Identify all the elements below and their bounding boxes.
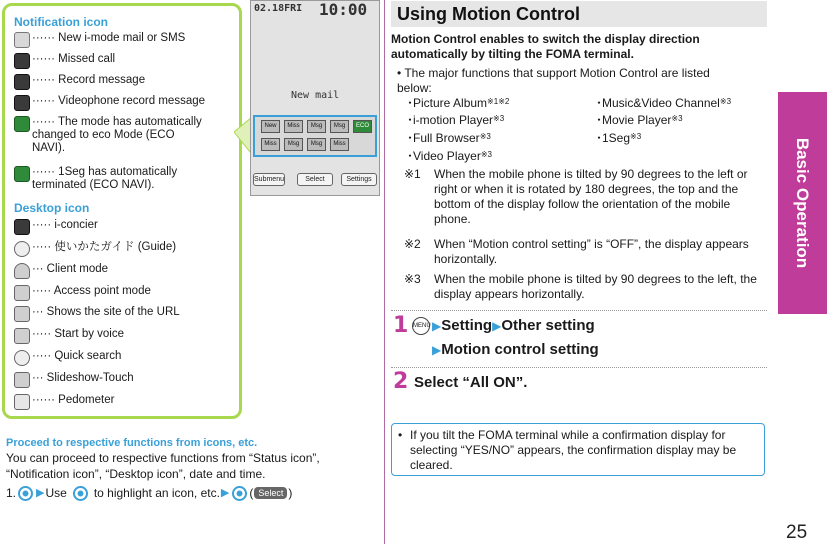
legend-text: ······ 1Seg has automatically terminated (ECO NAVI). (32, 166, 178, 191)
phone-icon[interactable]: Msg (330, 120, 349, 133)
dotted-separator (391, 310, 767, 311)
legend-row (14, 219, 98, 235)
step-2-number: 2 (393, 369, 409, 394)
i-concier-icon (14, 219, 30, 235)
record-message-icon (14, 74, 30, 90)
use-label: Use (45, 486, 67, 500)
legend-row (14, 95, 205, 111)
legend-text: ······ Pedometer (32, 394, 115, 406)
step-1-number: 1 (393, 313, 409, 338)
phone-icon[interactable]: New (261, 120, 280, 133)
phone-screen (250, 0, 380, 196)
softkey-select[interactable]: Select (297, 173, 333, 186)
phone-icon-bar[interactable] (253, 115, 377, 157)
url-site-icon (14, 306, 30, 322)
step-prefix: 1. (6, 486, 17, 500)
function-item: ･Music&Video Channel$^{※3}$ (596, 96, 732, 110)
legend-text: ······ Missed call (32, 53, 116, 65)
phone-status-bar (251, 1, 379, 21)
oneseg-terminated-icon (14, 166, 30, 182)
legend-text: ··· Shows the site of the URL (32, 306, 180, 318)
section-header (391, 1, 767, 27)
legend-text: ··· Client mode (32, 263, 109, 275)
legend-row (14, 241, 176, 257)
pedometer-icon (14, 394, 30, 410)
new-mail-icon (14, 32, 30, 48)
softkey-settings[interactable]: Settings (341, 173, 377, 186)
arrow-right-icon: ▶ (432, 319, 442, 333)
client-mode-icon (14, 263, 30, 279)
quick-search-icon (14, 350, 30, 366)
icon-legend-box (2, 3, 242, 419)
footnote-2: ※2 When “Motion control setting” is “OFF”, the display appears horizontally. (404, 237, 749, 266)
phone-icon[interactable]: Miss (284, 120, 303, 133)
phone-new-mail-label: New mail (291, 90, 340, 101)
legend-text: ····· Access point mode (32, 285, 151, 297)
function-item: ･1Seg$^{※3}$ (596, 131, 642, 145)
legend-text: ····· Start by voice (32, 328, 125, 340)
chapter-tab (778, 92, 827, 314)
voice-start-icon (14, 328, 30, 344)
phone-icon[interactable]: Msg (307, 138, 326, 151)
tip-text: • If you tilt the FOMA terminal while a confirmation display for selecting “YES/NO” appears, the confirmation display may be cleared. (398, 428, 737, 472)
nav-key-icon (18, 486, 33, 501)
function-item: ･Movie Player$^{※3}$ (596, 113, 683, 127)
legend-row (14, 350, 121, 366)
select-chip: Select (254, 487, 287, 499)
legend-row (14, 263, 108, 279)
legend-row (14, 166, 177, 192)
softkey-submenu[interactable]: Submenu (253, 173, 285, 186)
legend-text: ······ Videophone record message (32, 95, 206, 107)
phone-icon[interactable]: Miss (261, 138, 280, 151)
phone-date: 02.18FRI (254, 3, 303, 14)
legend-row (14, 53, 115, 69)
function-item: ･Picture Album$^{※1※2}$ (407, 96, 510, 110)
legend-text: ····· i-concier (32, 219, 98, 231)
legend-text: ······ The mode has automatically changed to eco Mode (ECO NAVI). (32, 116, 202, 154)
arrow-right-icon: ▶ (36, 487, 45, 499)
legend-row (14, 394, 114, 410)
legend-row (14, 32, 185, 48)
legend-text: ····· 使いかたガイド (Guide) (32, 241, 177, 253)
arrow-right-icon: ▶ (432, 343, 442, 357)
desktop-icon-heading: Desktop icon (14, 201, 90, 215)
proceed-step: 1. ▶ Use to highlight an icon, etc. ▶ ( Select ) (6, 486, 293, 500)
column-divider (384, 0, 385, 544)
legend-row (14, 74, 145, 90)
tip-box (391, 423, 765, 476)
access-point-icon (14, 285, 30, 301)
arrow-right-icon: ▶ (492, 319, 502, 333)
legend-text: ····· Quick search (32, 350, 122, 362)
arrow-right-icon: ▶ (220, 487, 230, 499)
legend-text: ··· Slideshow-Touch (32, 372, 134, 384)
center-key-icon (232, 486, 247, 501)
videophone-record-icon (14, 95, 30, 111)
eco-mode-icon (14, 116, 30, 132)
function-item: ･Video Player$^{※3}$ (407, 149, 492, 163)
legend-row (14, 328, 124, 344)
function-item: ･Full Browser$^{※3}$ (407, 131, 491, 145)
footnote-1: ※1 When the mobile phone is tilted by 90 degrees to the left or right or when it is rotated by 180 degrees, the top and the bottom of the display follow the orientation of the mobile phone. (404, 167, 748, 226)
functions-bullet: • The major functions that support Motion Control are listed below: (397, 66, 710, 95)
missed-call-icon (14, 53, 30, 69)
phone-icon[interactable]: Msg (284, 138, 303, 151)
phone-icon[interactable]: ECO (353, 120, 372, 133)
menu-key-icon: MENU (412, 317, 430, 335)
legend-text: ······ New i-mode mail or SMS (32, 32, 186, 44)
footnote-3: ※3 When the mobile phone is tilted by 90 degrees to the left, the display appears horizontally. (404, 272, 757, 301)
proceed-heading: Proceed to respective functions from icons, etc. (6, 437, 258, 449)
phone-time: 10:00 (319, 0, 368, 19)
step-1-text: MENU▶Setting▶Other setting ▶Motion control setting (413, 317, 599, 358)
function-item: ･i-motion Player$^{※3}$ (407, 113, 505, 127)
legend-row (14, 285, 151, 301)
phone-icon[interactable]: Miss (330, 138, 349, 151)
page-number: 25 (786, 522, 808, 543)
chapter-tab-label: Basic Operation (793, 137, 813, 269)
guide-icon (14, 241, 30, 257)
step-2-text: Select “All ON”. (414, 374, 528, 391)
legend-row (14, 116, 202, 155)
nav-key-icon (73, 486, 88, 501)
slideshow-icon (14, 372, 30, 388)
legend-row (14, 372, 134, 388)
notification-icon-heading: Notification icon (14, 15, 108, 29)
phone-softkey-bar (251, 171, 379, 191)
legend-text: ······ Record message (32, 74, 146, 86)
intro-text: Motion Control enables to switch the display direction automatically by tilting the FOMA terminal. (391, 32, 700, 61)
phone-icon[interactable]: Msg (307, 120, 326, 133)
section-title: Using Motion Control (397, 4, 580, 24)
highlight-label: to highlight an icon, etc. (93, 486, 220, 500)
dotted-separator (391, 367, 767, 368)
proceed-body: You can proceed to respective functions from “Status icon”, “Notification icon”, “Desktop icon”, date and time. (6, 451, 320, 481)
legend-row (14, 306, 180, 322)
